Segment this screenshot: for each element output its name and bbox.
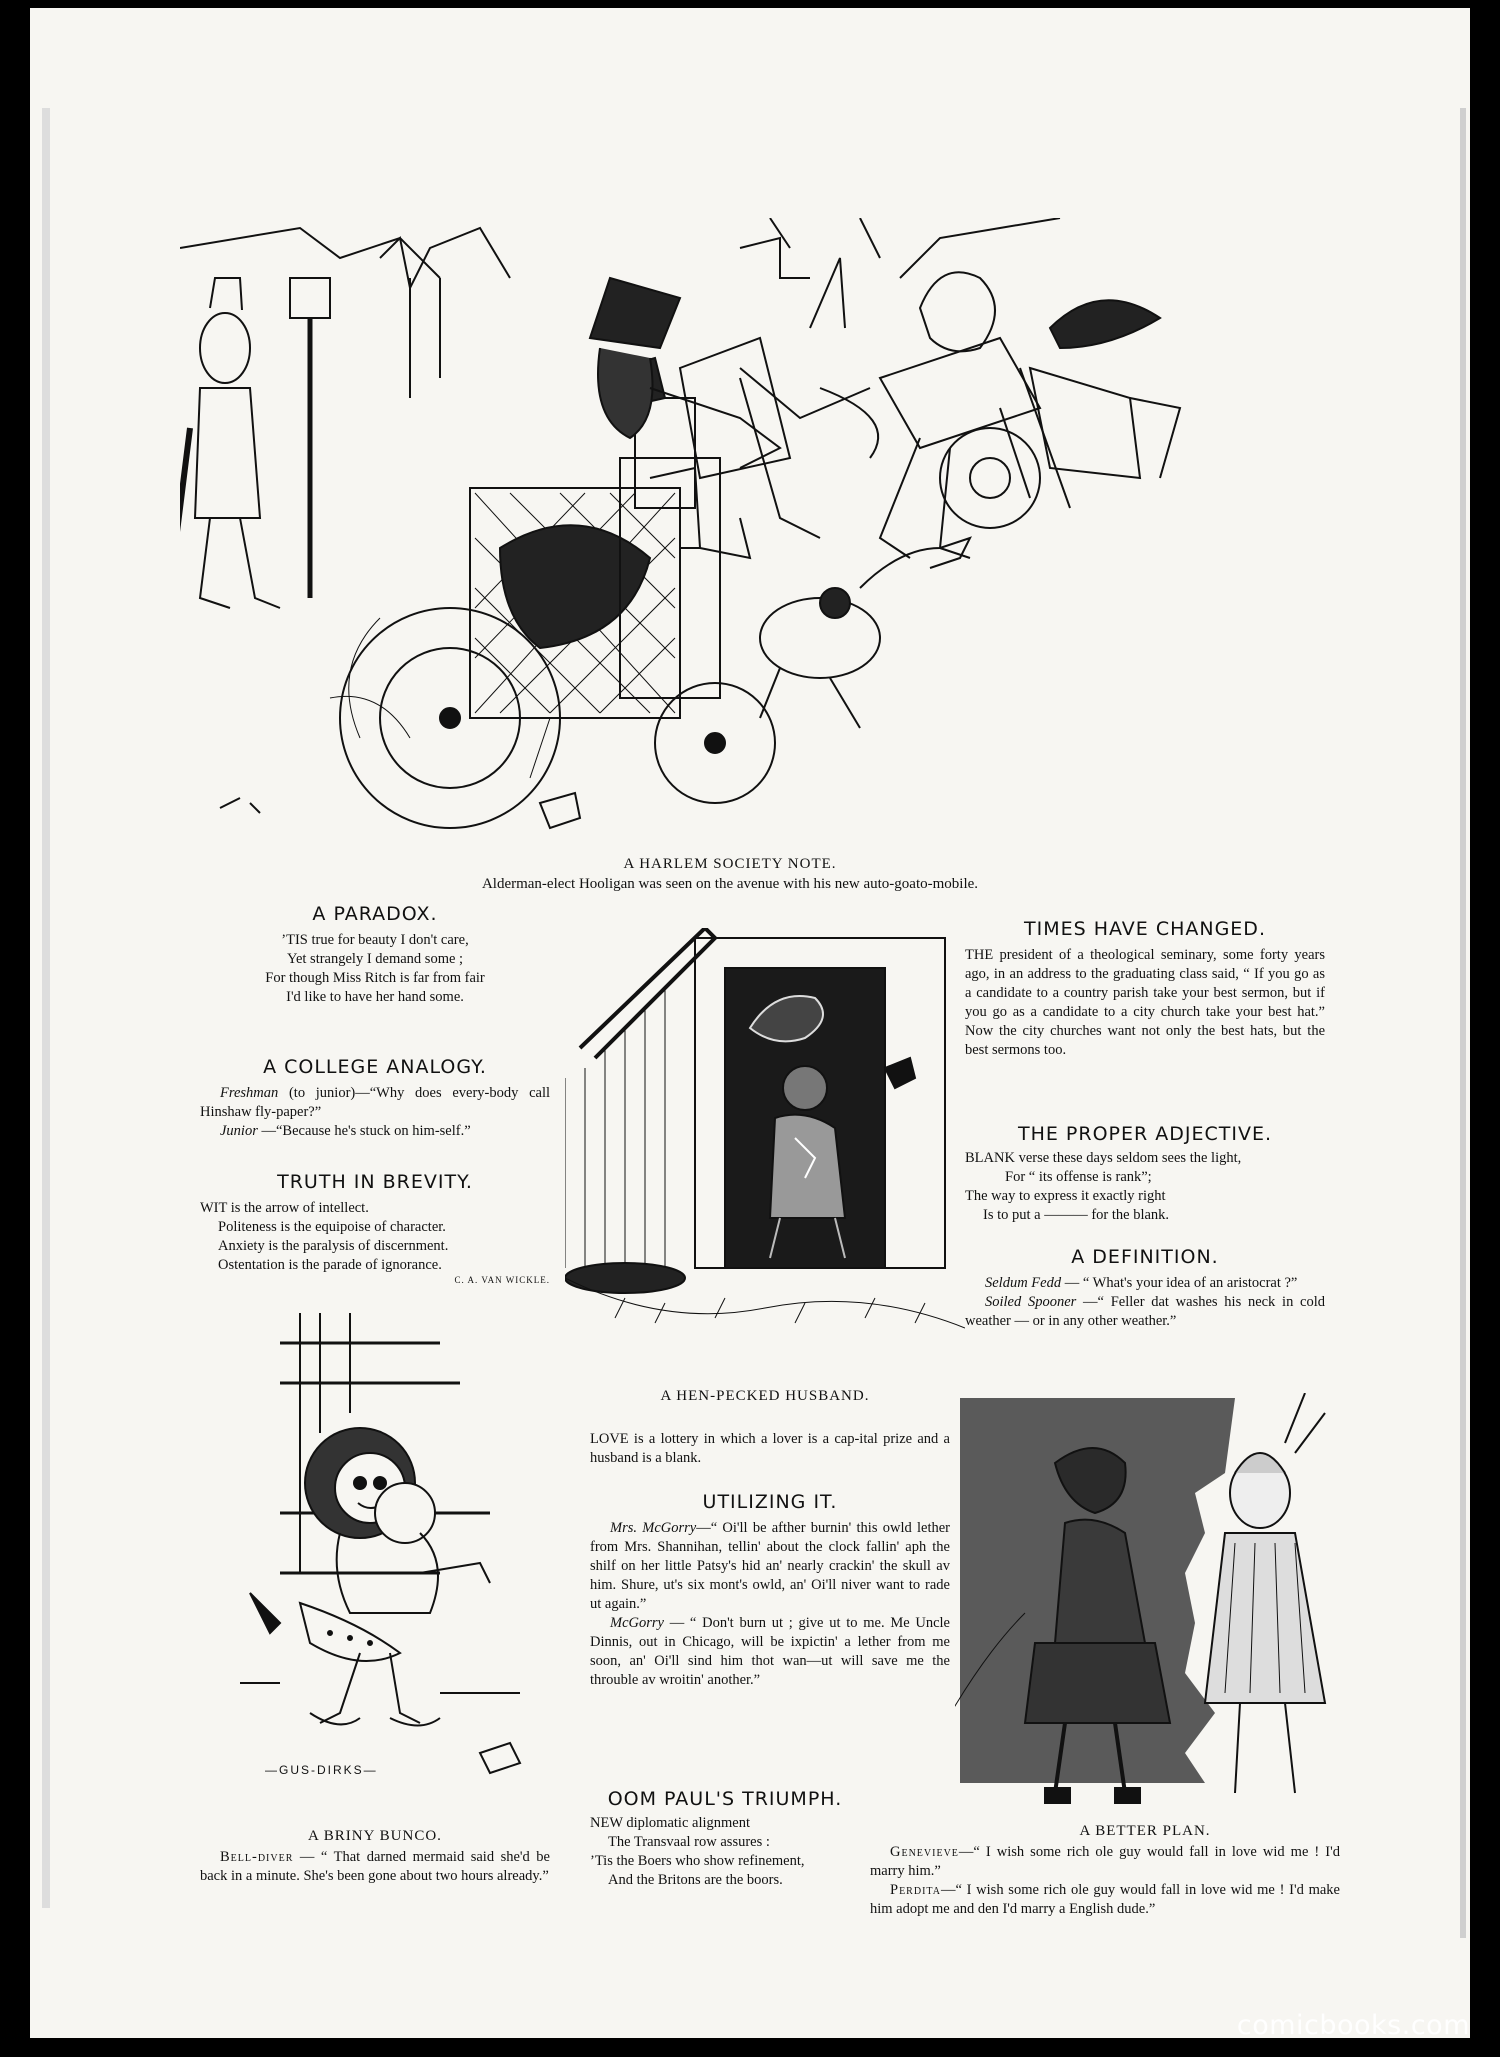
- diver-speaker: Bell-diver: [220, 1849, 294, 1865]
- better-plan-caption: A BETTER PLAN.: [1079, 1823, 1211, 1839]
- utilizing-section: [590, 1491, 950, 1690]
- plan-text-1: [870, 1843, 1340, 1881]
- plan-line-2: —“ I wish some rich ole guy would fall in love wid me ! I'd make him adopt me and den I'd marry a English dude.”: [870, 1882, 1340, 1917]
- college-text-2: [200, 1122, 550, 1141]
- diver-artist-signature: —GUS-DIRKS—: [265, 1763, 378, 1777]
- truth-line-1: WIT is the arrow of intellect.: [200, 1200, 369, 1216]
- adjective-title: THE PROPER ADJECTIVE.: [1017, 1123, 1272, 1145]
- definition-line-2: —“ Feller dat washes his neck in cold weather — or in any other weather.”: [965, 1294, 1326, 1329]
- utilizing-title: UTILIZING IT.: [702, 1491, 838, 1513]
- adjective-line-4: Is to put a ——— for the blank.: [983, 1207, 1170, 1223]
- site-watermark: comicbooks.com: [1236, 2010, 1470, 2041]
- love-text: [590, 1430, 950, 1468]
- diver-line: — “ That darned mermaid said she'd be back in a minute. She's been gone about two hours already.”: [200, 1849, 550, 1884]
- definition-text-1: [965, 1274, 1325, 1293]
- love-line: LOVE is a lottery in which a lover is a cap-ital prize and a husband is a blank.: [590, 1431, 950, 1466]
- truth-section: [200, 1171, 550, 1285]
- oom-line-4: And the Britons are the boors.: [608, 1872, 783, 1888]
- soiled-spooner-speaker: Soiled Spooner: [985, 1294, 1077, 1310]
- paradox-line-2: Yet strangely I demand some ;: [286, 951, 464, 967]
- times-text: THE president of a theological seminary, some forty years ago, in an address to the graduating class said, “ If you go as a candidate to a country parish take your best sermon, but if you go as a candidate to a city church take your best hat.” Now the city churches want not only the best hats, but the best sermons too.: [965, 947, 1325, 1058]
- seldum-fedd-speaker: Seldum Fedd: [985, 1275, 1062, 1291]
- diver-text: [200, 1848, 550, 1886]
- adjective-section: [965, 1123, 1325, 1225]
- truth-verse: [200, 1199, 550, 1275]
- top-cartoon-subcaption: Alderman-elect Hooligan was seen on the avenue with his new auto-goato-mobile.: [481, 876, 979, 892]
- oom-verse: [590, 1814, 860, 1890]
- truth-line-3: Anxiety is the paralysis of discernment.: [218, 1238, 449, 1254]
- hen-pecked-illustration: [565, 928, 965, 1358]
- truth-line-4: Ostentation is the parade of ignorance.: [218, 1257, 442, 1273]
- adjective-line-2: For “ its offense is rank”;: [1005, 1169, 1152, 1185]
- oom-line-3: ’Tis the Boers who show refinement,: [590, 1853, 805, 1869]
- oom-line-2: The Transvaal row assures :: [608, 1834, 770, 1850]
- oom-title: OOM PAUL'S TRIUMPH.: [607, 1788, 843, 1810]
- paradox-line-3: For though Miss Ritch is far from fair: [265, 970, 485, 986]
- college-section: [200, 1056, 550, 1141]
- truth-title: TRUTH IN BREVITY.: [277, 1171, 473, 1193]
- adjective-line-3: The way to express it exactly right: [965, 1188, 1166, 1204]
- plan-line-1: —“ I wish some rich ole guy would fall in love wid me ! I'd marry him.”: [870, 1844, 1340, 1879]
- paradox-line-1: ’TIS true for beauty I don't care,: [281, 932, 469, 948]
- college-line-2: —“Because he's stuck on him-self.”: [257, 1123, 471, 1139]
- times-title: TIMES HAVE CHANGED.: [1024, 918, 1266, 940]
- plan-text-2: [870, 1881, 1340, 1919]
- paradox-section: [200, 903, 550, 1007]
- oom-line-1: NEW diplomatic alignment: [590, 1815, 751, 1831]
- paradox-line-4: I'd like to have her hand some.: [286, 989, 464, 1005]
- truth-signature: C. A. VAN WICKLE.: [454, 1275, 550, 1285]
- better-plan-illustration: [955, 1393, 1340, 1813]
- college-title: A COLLEGE ANALOGY.: [263, 1056, 487, 1078]
- utilizing-text-1: [590, 1519, 950, 1614]
- diver-illustration: [240, 1313, 540, 1803]
- definition-section: [965, 1246, 1325, 1331]
- times-section: [965, 918, 1325, 1060]
- oom-section: [590, 1788, 860, 1890]
- definition-line-1: — “ What's your idea of an aristocrat ?”: [1061, 1275, 1298, 1291]
- harlem-cartoon-illustration: [180, 218, 1280, 848]
- truth-line-2: Politeness is the equipoise of character.: [218, 1219, 446, 1235]
- paradox-verse: [200, 931, 550, 1007]
- top-cartoon-caption: A HARLEM SOCIETY NOTE.: [623, 856, 837, 872]
- college-text-1: [200, 1084, 550, 1122]
- utilizing-text-2: [590, 1614, 950, 1690]
- utilizing-line-1: —“ Oi'll be afther burnin' this owld lether from Mrs. Shannihan, tellin' about the clock fallin' aph the shilf on her little Patsy's hid an' nearly crackin' the skull av him. Shure, ut's six mont's owld, an' Oi'll niver want to rade ut again.”: [590, 1520, 950, 1612]
- perdita-speaker: Perdita: [890, 1882, 941, 1898]
- junior-speaker: Junior: [220, 1123, 258, 1139]
- utilizing-line-2: — “ Don't burn ut ; give ut to me. Me Uncle Dinnis, out in Chicago, will be ixpictin' a lether from me soon, an' Oi'll sind him thot wan—ut will save me the throuble av wroitin' another.”: [590, 1615, 950, 1688]
- college-line-1: (to junior)—“Why does every-body call Hinshaw fly-paper?”: [200, 1085, 550, 1120]
- paradox-title: A PARADOX.: [312, 903, 438, 925]
- diver-caption: A BRINY BUNCO.: [308, 1828, 442, 1844]
- page-edge: [1460, 108, 1466, 1938]
- hen-pecked-caption: A HEN-PECKED HUSBAND.: [660, 1388, 870, 1404]
- binding-edge: [42, 108, 50, 1908]
- genevieve-speaker: Genevieve: [890, 1844, 959, 1860]
- mcgorry-speaker: McGorry: [610, 1615, 664, 1631]
- definition-title: A DEFINITION.: [1071, 1246, 1219, 1268]
- mrs-mcgorry-speaker: Mrs. McGorry: [610, 1520, 697, 1536]
- adjective-verse: [965, 1149, 1325, 1225]
- magazine-page: [30, 8, 1470, 2038]
- definition-text-2: [965, 1293, 1325, 1331]
- freshman-speaker: Freshman: [220, 1085, 279, 1101]
- adjective-line-1: BLANK verse these days seldom sees the light,: [965, 1150, 1242, 1166]
